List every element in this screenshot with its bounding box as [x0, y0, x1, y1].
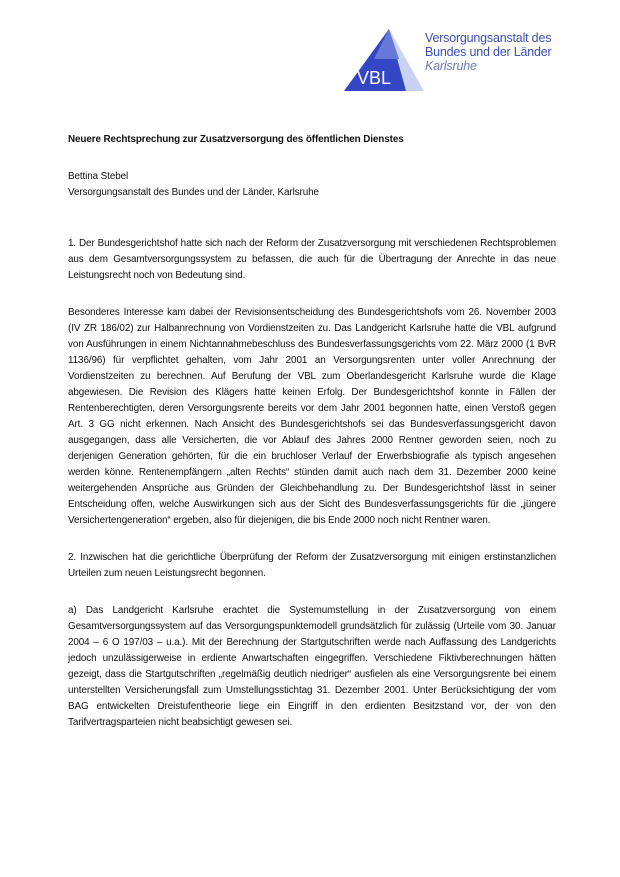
- paragraph: a) Das Landgericht Karlsruhe erachtet die Systemumstellung in der Zusatzversorgung von einem Gesamtversorgungssystem auf das Versorgungspunktemodell grundsätzlich für zulässig (Urteile vom 30. Januar 2004 – 6 O 197/03 – u.a.). Mit der Berechnung der Startgutschriften werde nach Auffassung des Landgerichts jedoch unzulässigerweise in erdiente Anwartschaften eingegriffen. Verschiedene Fiktivberechnungen hätten gezeigt, dass die Startgutschriften „regelmäßig deutlich niedriger“ ausfielen als eine Versorgungsrente bei einem unterstellten Versicherungsfall zum Umstellungsstichtag 31. Dezember 2001. Unter Berücksichtigung der vom BAG entwickelten Dreistufentheorie liege ein Eingriff in den erdienten Besitzstand vor, der von den Tarifvertragsparteien nicht beabsichtigt gewesen sei.: [68, 605, 556, 728]
- paragraph: 2. Inzwischen hat die gerichtliche Überprüfung der Reform der Zusatzversorgung mit einigen erstinstanzlichen Urteilen zum neuen Leistungsrecht begonnen.: [68, 552, 556, 579]
- paragraph: 1. Der Bundesgerichtshof hatte sich nach der Reform der Zusatzversorgung mit verschiedenen Rechtsproblemen aus dem Gesamtversorgungssystem zu befassen, die auch für die Übertragung der Anrechte in das neue Leistungsrecht noch von Bedeutung sind.: [68, 238, 556, 281]
- logo-abbr: VBL: [356, 68, 392, 88]
- triangle-logo-icon: [344, 29, 424, 93]
- document-title: Neuere Rechtsprechung zur Zusatzversorgung des öffentlichen Dienstes: [68, 134, 404, 145]
- author-affiliation: Versorgungsanstalt des Bundes und der Länder, Karlsruhe: [68, 187, 319, 198]
- document-body: [68, 132, 556, 731]
- paragraph: Besonderes Interesse kam dabei der Revisionsentscheidung des Bundesgerichtshofs vom 26. November 2003 (IV ZR 186/02) zur Halbanrechnung von Vordienstzeiten zu. Das Landgericht Karlsruhe hatte die VBL aufgrund von Ausführungen in einem Nichtannahmebeschluss des Bundesverfassungsgerichts vom 22. März 2000 (1 BvR 1136/96) für verpflichtet gehalten, vom Jahr 2001 an Versorgungsrenten unter voller Anrechnung der Vordienstzeiten zu berechnen. Auf Berufung der VBL zum Oberlandesgericht Karlsruhe wurde die Klage abgewiesen. Die Revision des Klägers hatte keinen Erfolg. Der Bundesgerichtshof konnte in Fällen der Rentenberechtigten, deren Versorgungsrente bereits vor dem Jahr 2001 begonnen hatte, einen Verstoß gegen Art. 3 GG nicht erkennen. Nach Ansicht des Bundesgerichtshofs sei das Bundesverfassungsgericht davon ausgegangen, dass alle Versicherten, die vor Ablauf des Jahres 2000 Rentner geworden seien, noch zu derjenigen Generation gehörten, für die ein bruchloser Verlauf der Erwerbsbiografie als typisch angesehen werden könne. Rentenempfängern „alten Rechts“ stünden damit auch nach dem 31. Dezember 2000 keine weitergehenden Ansprüche aus Gründen der Gleichbehandlung zu. Der Bundesgerichtshof lässt in seiner Entscheidung offen, welche Auswirkungen sich aus der Sicht des Bundesverfassungsgerichts für die „jüngere Versichertengeneration“ ergeben, also für diejenigen, die bis Ende 2000 noch nicht Rentner waren.: [68, 307, 556, 526]
- author-name: Bettina Stebel: [68, 171, 129, 182]
- vbl-logo: [344, 29, 584, 93]
- org-name-line2: Bundes und der Länder: [425, 45, 552, 59]
- org-city: Karlsruhe: [425, 59, 477, 73]
- org-name: [425, 31, 551, 73]
- org-name-line1: Versorgungsanstalt des: [425, 31, 552, 45]
